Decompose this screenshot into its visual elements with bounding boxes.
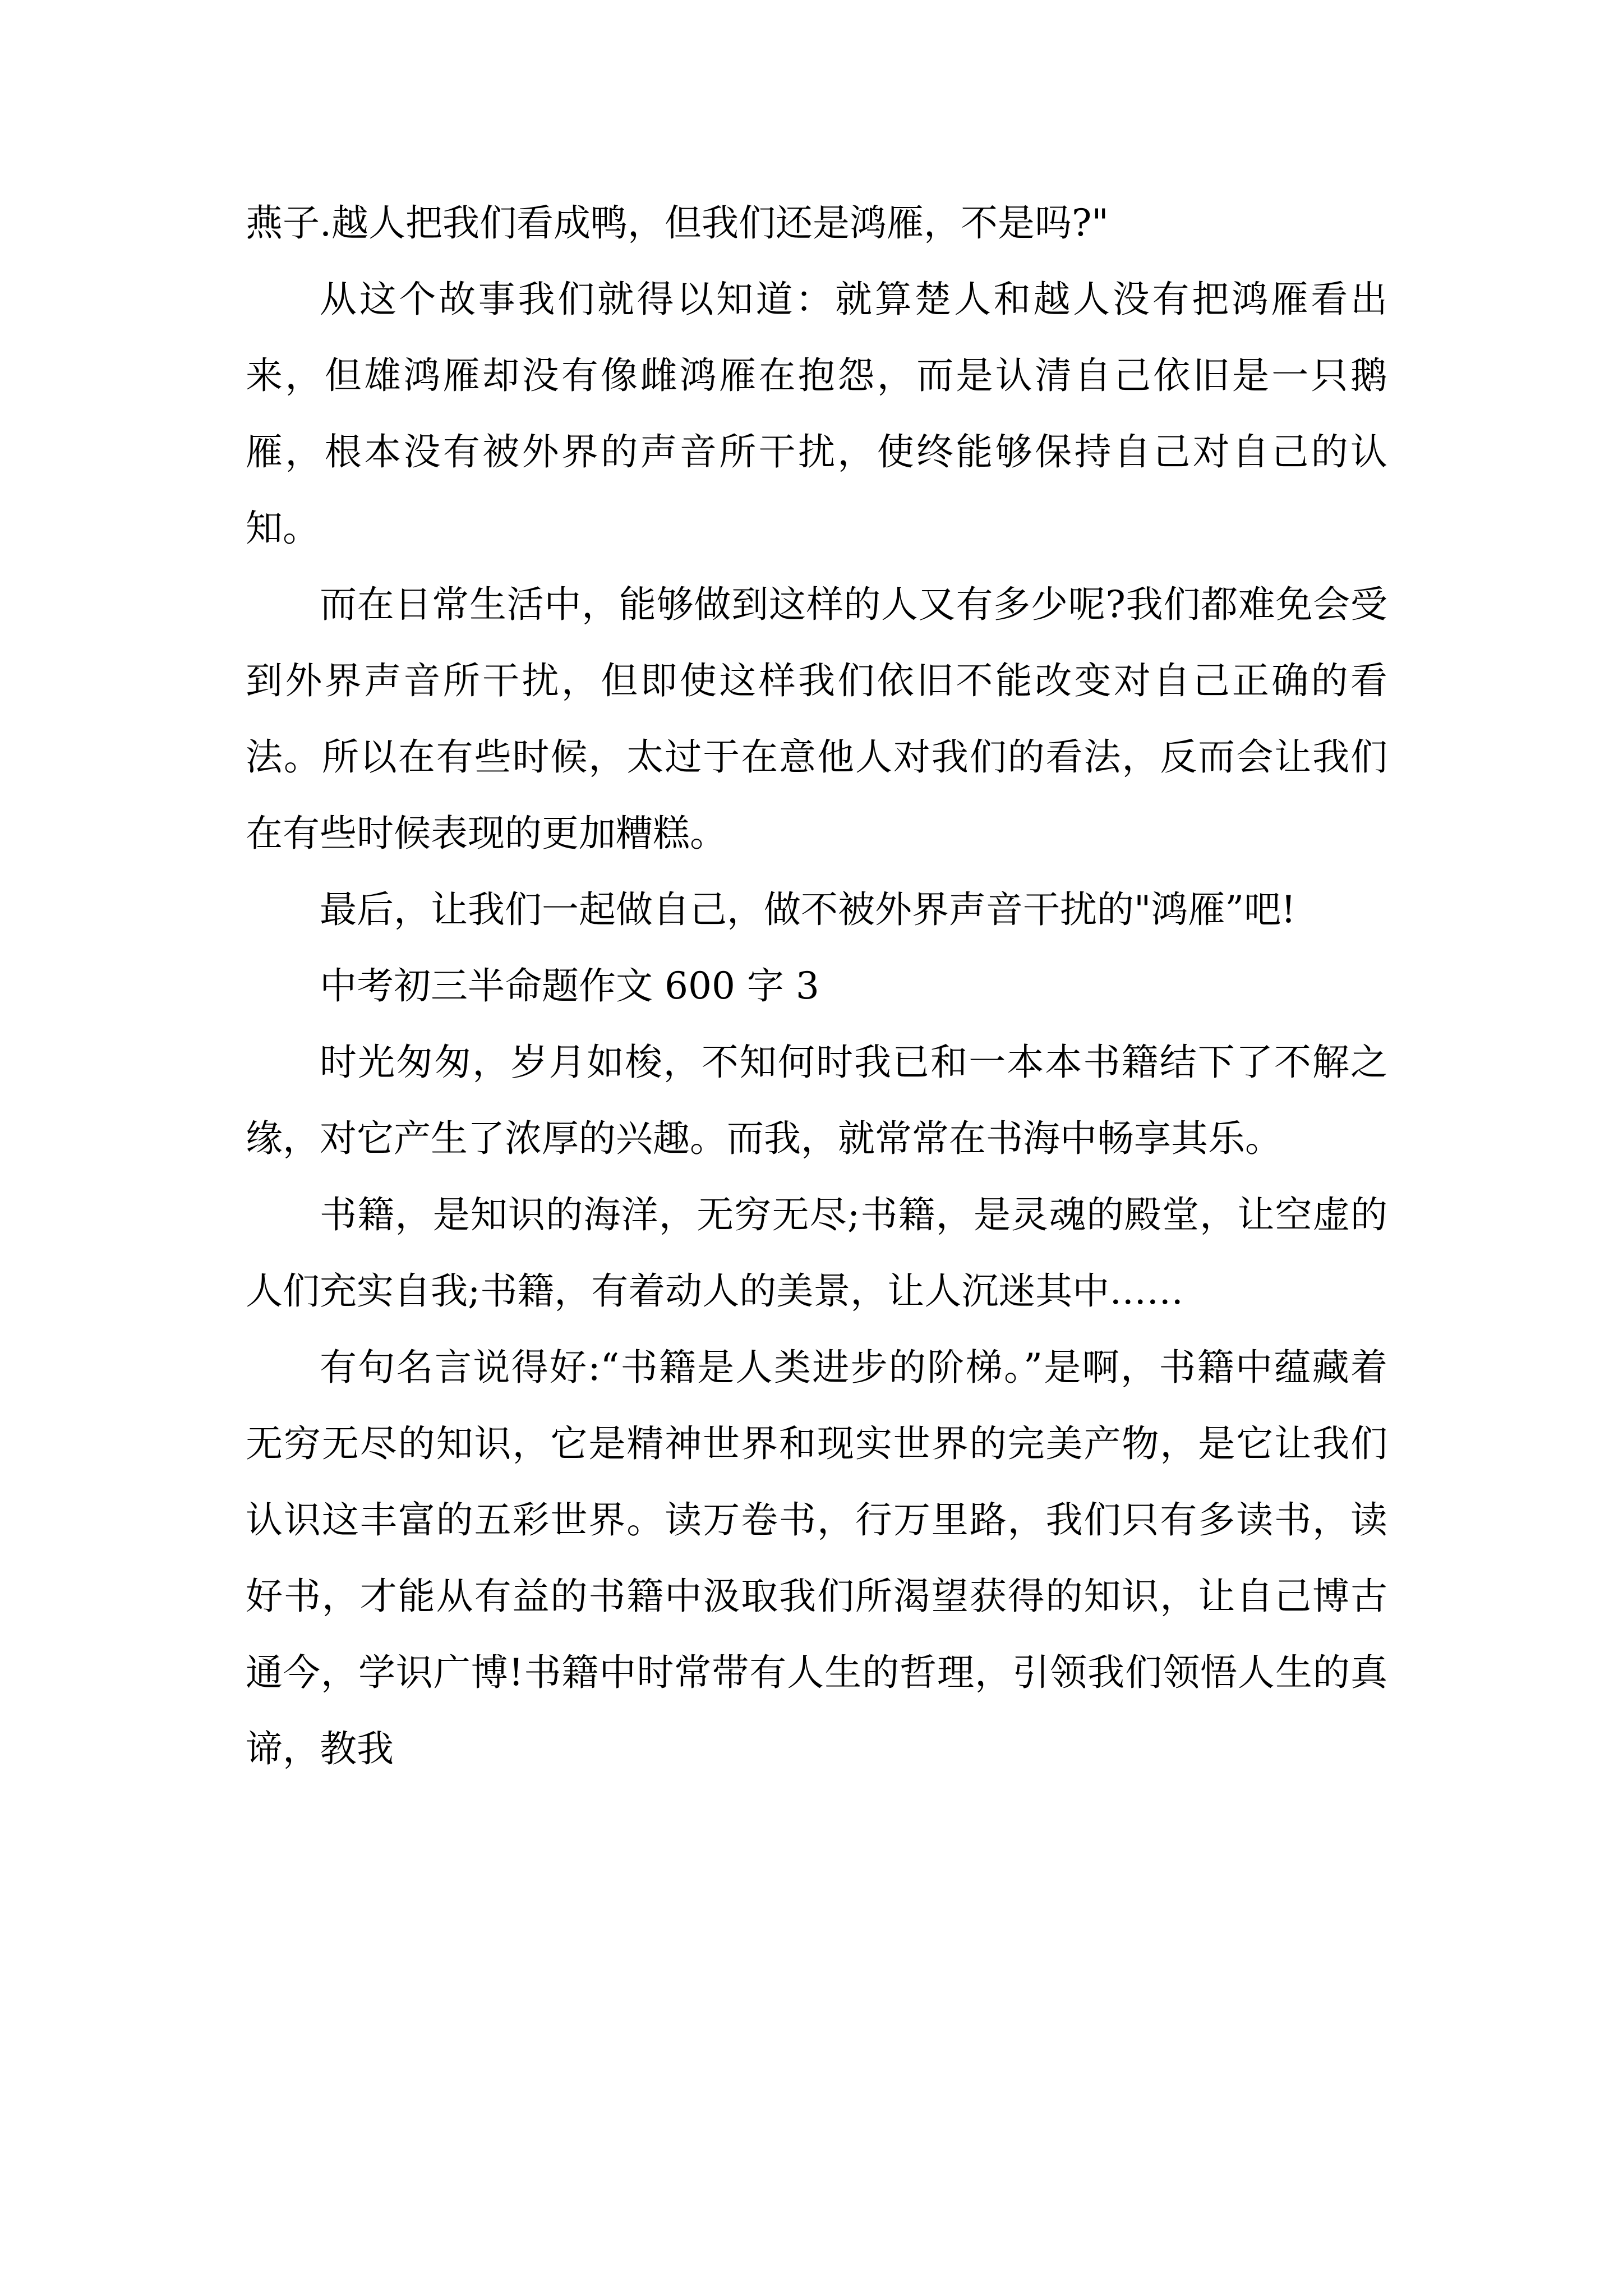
paragraph-continuation: 燕子.越人把我们看成鸭，但我们还是鸿雁，不是吗?" [246,201,1109,245]
paragraph-conclusion: 最后，让我们一起做自己，做不被外界声音干扰的"鸿雁”吧! [320,888,1296,931]
paragraph-quote: 有句名言说得好:“书籍是人类进步的阶梯。”是啊，书籍中蕴藏着无穷无尽的知识，它是精神世界和现实世界的完美产物，是它让我们认识这丰富的五彩世界。读万卷书，行万里路，我们只有多读书，读好书，才能从有益的书籍中汲取我们所渴望获得的知识，让自己博古通今，学识广博!书籍中时常带有人生的哲理，引领我们领悟人生的真谛，教我 [246,1346,1387,1770]
document-body [246,185,1387,1787]
paragraph-intro: 时光匆匆，岁月如梭，不知何时我已和一本本书籍结下了不解之缘，对它产生了浓厚的兴趣。而我，就常常在书海中畅享其乐。 [246,1041,1387,1160]
essay-heading: 中考初三半命题作文 600 字 3 [320,964,819,1007]
paragraph-books-metaphor: 书籍，是知识的海洋，无穷无尽;书籍，是灵魂的殿堂，让空虚的人们充实自我;书籍，有着动人的美景，让人沉迷其中…… [246,1193,1387,1313]
paragraph-story-lesson: 从这个故事我们就得以知道：就算楚人和越人没有把鸿雁看出来，但雄鸿雁却没有像雌鸿雁在抱怨，而是认清自己依旧是一只鹅雁，根本没有被外界的声音所干扰，使终能够保持自己对自己的认知。 [246,278,1387,550]
paragraph-daily-life: 而在日常生活中，能够做到这样的人又有多少呢?我们都难免会受到外界声音所干扰，但即使这样我们依旧不能改变对自己正确的看法。所以在有些时候，太过于在意他人对我们的看法，反而会让我们在有些时候表现的更加糟糕。 [246,583,1387,855]
